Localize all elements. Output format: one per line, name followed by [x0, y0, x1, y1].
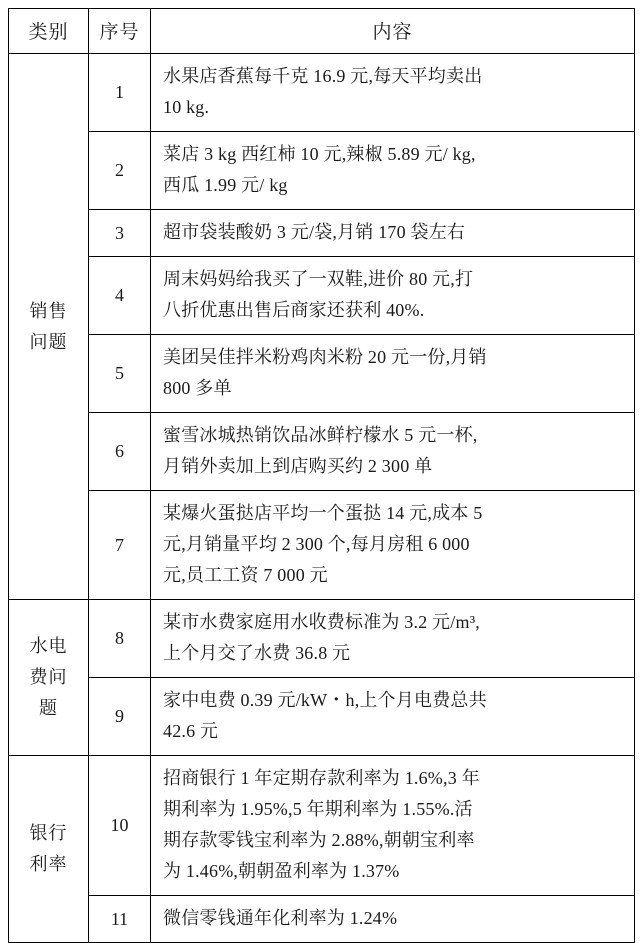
content-line: 800 多单 [163, 378, 232, 398]
category-line: 费问 [29, 667, 68, 687]
row-index: 9 [89, 678, 151, 756]
column-header-index: 序号 [89, 9, 151, 54]
content-line: 某市水费家庭用水收费标准为 3.2 元/m³, [163, 612, 480, 632]
content-line: 家中电费 0.39 元/kW・h,上个月电费总共 [163, 690, 487, 710]
row-content [151, 678, 635, 756]
content-line: 美团吴佳拌米粉鸡肉米粉 20 元一份,月销 [163, 347, 487, 367]
row-content [151, 257, 635, 335]
row-content [151, 54, 635, 132]
category-cell-bank-rates [9, 756, 89, 943]
row-index: 11 [89, 896, 151, 943]
category-line: 问题 [29, 331, 68, 352]
row-content [151, 210, 635, 257]
content-line: 蜜雪冰城热销饮品冰鲜柠檬水 5 元一杯, [163, 425, 478, 445]
table-row [9, 132, 635, 210]
content-line: 元,员工工资 7 000 元 [163, 565, 328, 585]
row-content [151, 132, 635, 210]
content-line: 期利率为 1.95%,5 年期利率为 1.55%.活 [163, 799, 473, 819]
content-line: 10 kg. [163, 97, 210, 117]
table-row [9, 896, 635, 943]
row-content [151, 896, 635, 943]
row-index: 4 [89, 257, 151, 335]
row-index: 1 [89, 54, 151, 132]
content-line: 招商银行 1 年定期存款利率为 1.6%,3 年 [163, 768, 480, 788]
table-row [9, 54, 635, 132]
table-row [9, 413, 635, 491]
content-line: 期存款零钱宝利率为 2.88%,朝朝宝利率 [163, 830, 475, 850]
content-line: 上个月交了水费 36.8 元 [163, 643, 351, 663]
table-row [9, 678, 635, 756]
category-line: 银行 [29, 823, 68, 843]
row-index: 2 [89, 132, 151, 210]
category-line: 题 [39, 698, 58, 718]
content-line: 微信零钱通年化利率为 1.24% [163, 908, 398, 928]
table-row [9, 210, 635, 257]
row-index: 7 [89, 491, 151, 600]
row-index: 3 [89, 210, 151, 257]
table-body [9, 54, 635, 943]
row-content [151, 756, 635, 896]
category-cell-sales [9, 54, 89, 600]
category-cell-utilities [9, 600, 89, 756]
row-index: 6 [89, 413, 151, 491]
content-line: 水果店香蕉每千克 16.9 元,每天平均卖出 [163, 66, 483, 86]
row-index: 10 [89, 756, 151, 896]
category-line: 销售 [29, 300, 68, 321]
content-line: 周末妈妈给我买了一双鞋,进价 80 元,打 [163, 269, 474, 289]
table-row [9, 491, 635, 600]
content-line: 为 1.46%,朝朝盈利率为 1.37% [163, 861, 400, 881]
table-row [9, 600, 635, 678]
header-row [9, 9, 635, 54]
column-header-content: 内容 [151, 9, 635, 54]
row-content [151, 491, 635, 600]
row-content [151, 335, 635, 413]
row-index: 8 [89, 600, 151, 678]
category-line: 利率 [29, 854, 68, 874]
table-row [9, 756, 635, 896]
row-index: 5 [89, 335, 151, 413]
content-line: 超市袋装酸奶 3 元/袋,月销 170 袋左右 [163, 222, 466, 242]
table-row [9, 257, 635, 335]
content-line: 菜店 3 kg 西红柿 10 元,辣椒 5.89 元/ kg, [163, 144, 476, 164]
content-line: 42.6 元 [163, 721, 219, 741]
table-header [9, 9, 635, 54]
row-content [151, 413, 635, 491]
table-row [9, 335, 635, 413]
content-line: 八折优惠出售后商家还获利 40%. [163, 300, 425, 320]
content-line: 月销外卖加上到店购买约 2 300 单 [163, 456, 433, 476]
content-line: 元,月销量平均 2 300 个,每月房租 6 000 [163, 534, 470, 554]
content-line: 某爆火蛋挞店平均一个蛋挞 14 元,成本 5 [163, 503, 483, 523]
data-table [8, 8, 635, 943]
row-content [151, 600, 635, 678]
category-line: 水电 [29, 636, 68, 656]
column-header-category: 类别 [9, 9, 89, 54]
content-line: 西瓜 1.99 元/ kg [163, 175, 288, 195]
